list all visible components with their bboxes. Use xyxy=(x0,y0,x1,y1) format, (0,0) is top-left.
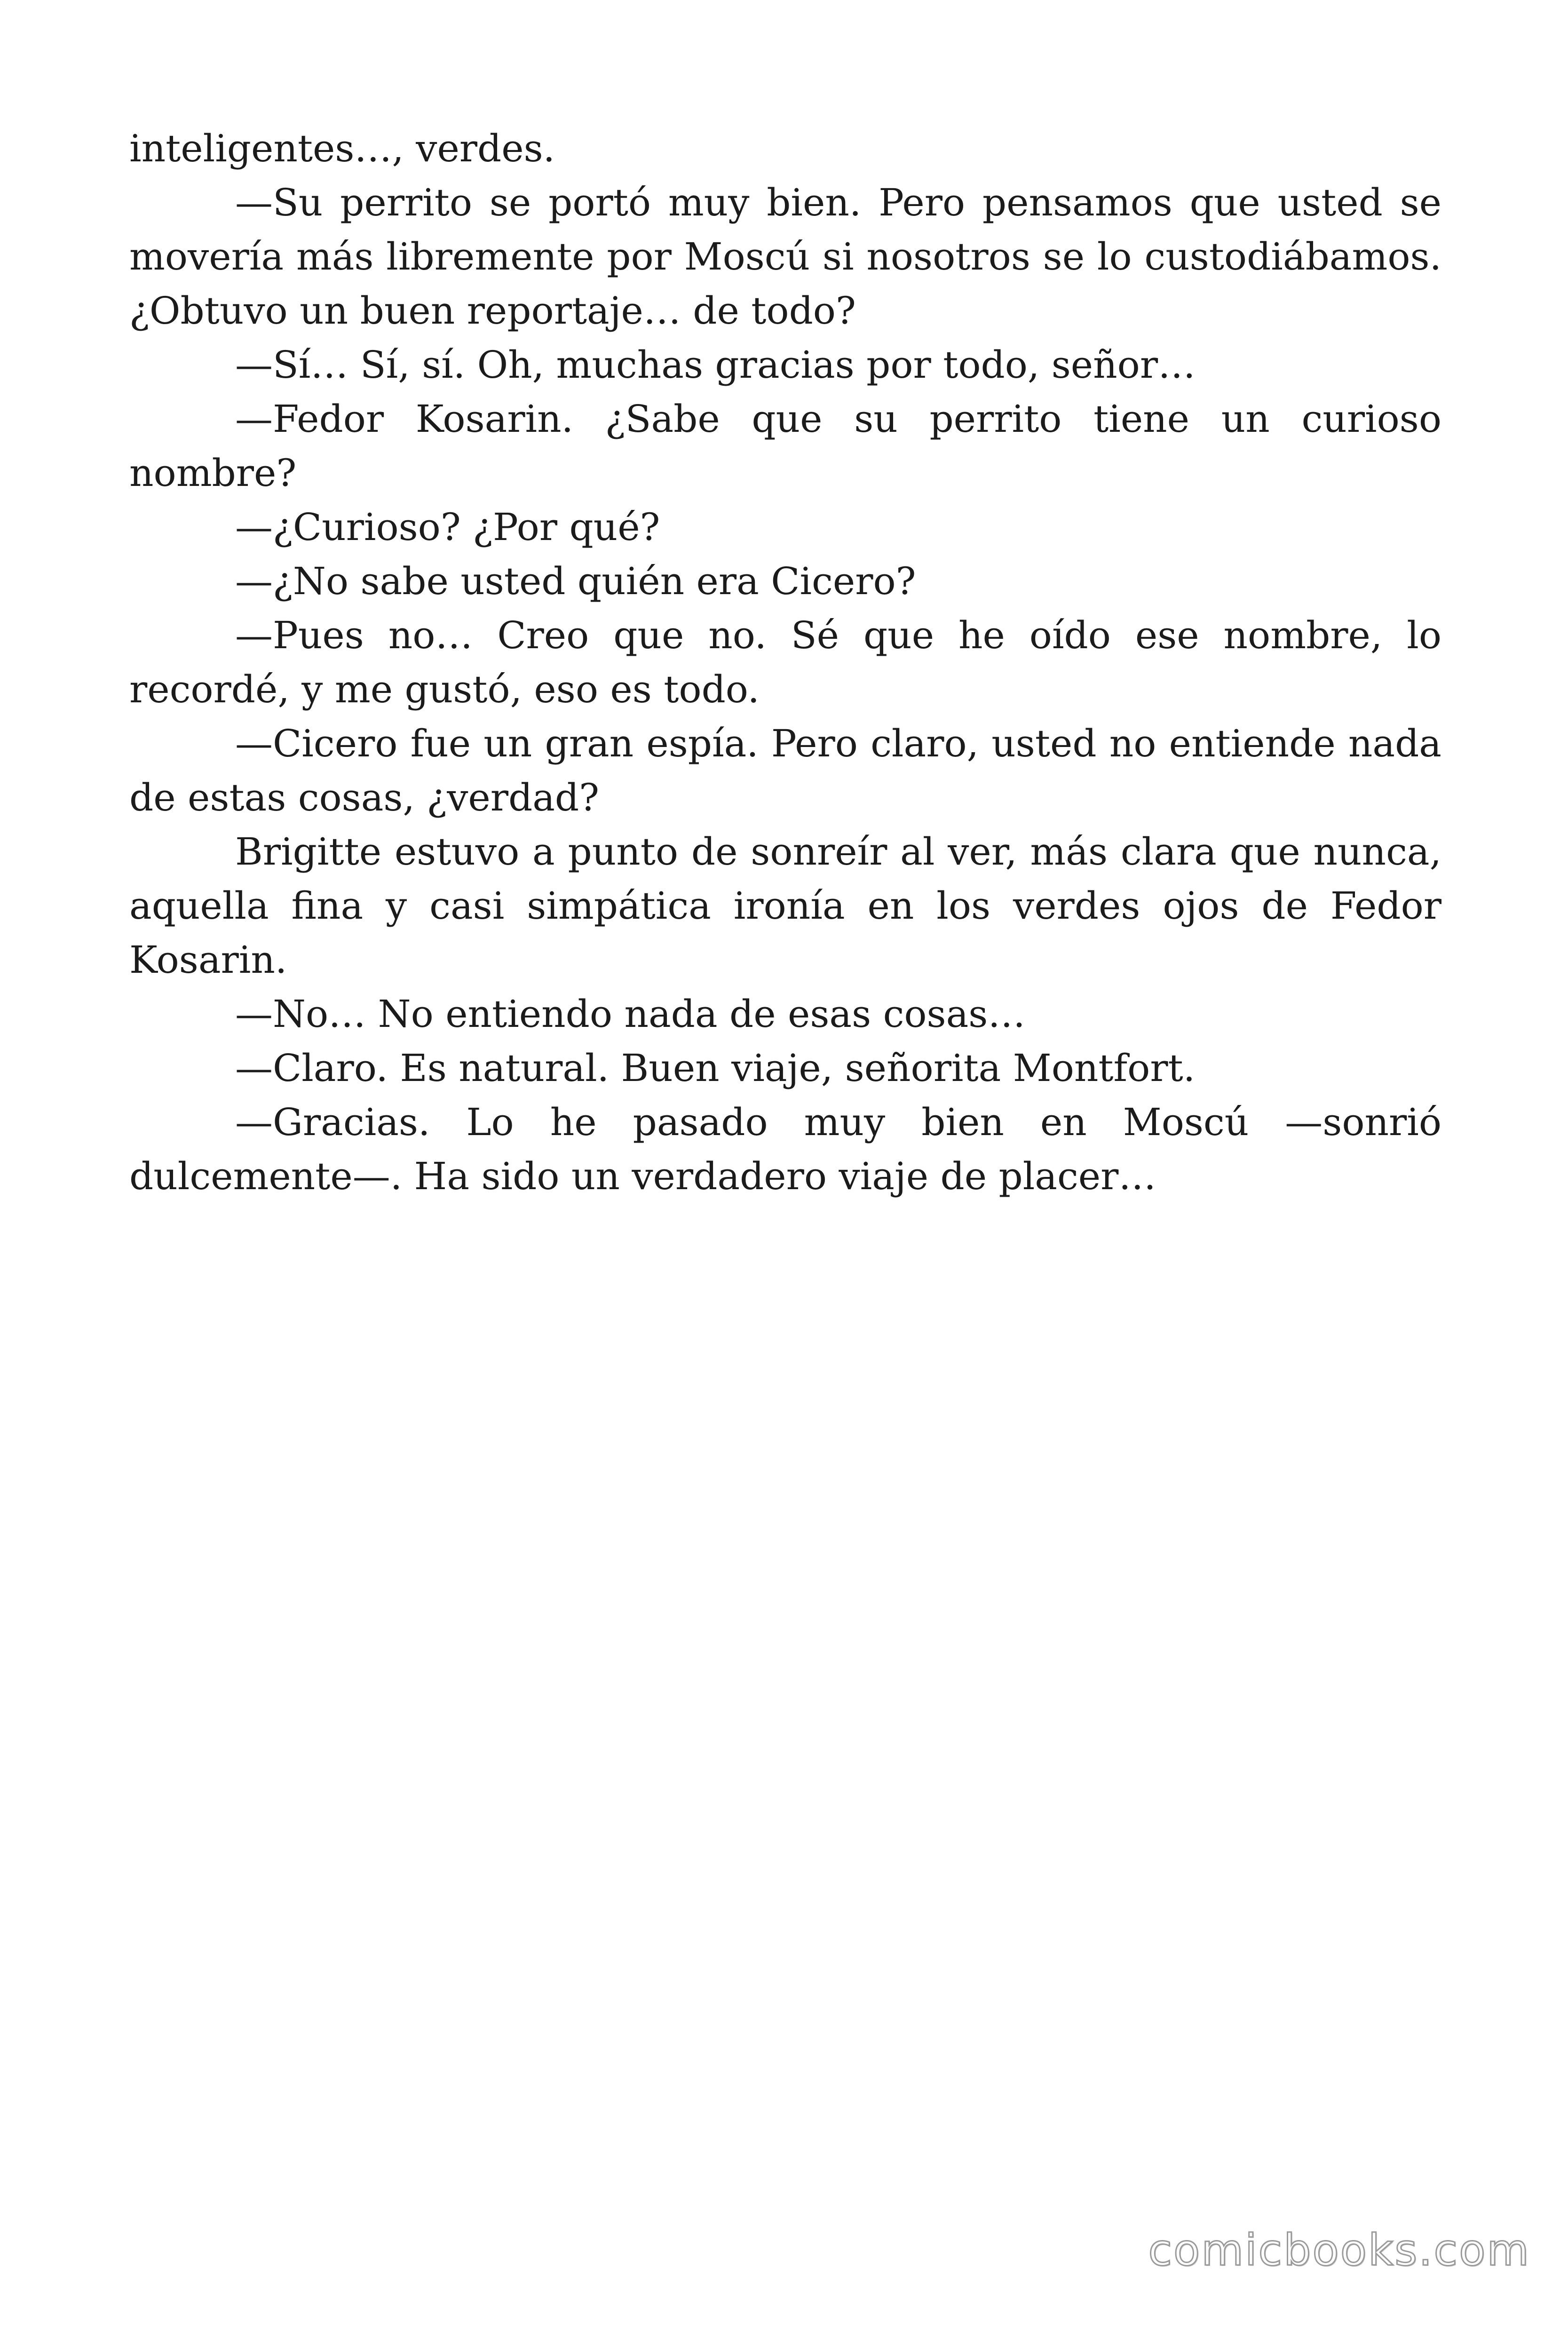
paragraph: —Sí… Sí, sí. Oh, muchas gracias por todo, señor… xyxy=(235,343,1196,387)
paragraph: Brigitte estuvo a punto de sonreír al ver, más clara que nunca, aquella fina y casi simpática ironía en los verdes ojos de Fedor Kosarin. xyxy=(129,830,1441,982)
paragraph: —No… No entiendo nada de esas cosas… xyxy=(235,992,1026,1036)
paragraph: —¿No sabe usted quién era Cicero? xyxy=(235,559,916,603)
watermark: comicbooks.com xyxy=(1148,2225,1530,2275)
paragraph: inteligentes…, verdes. xyxy=(129,127,555,170)
paragraph: —¿Curioso? ¿Por qué? xyxy=(235,505,660,549)
paragraph: —Fedor Kosarin. ¿Sabe que su perrito tiene un curioso nombre? xyxy=(129,397,1441,495)
paragraph: —Pues no… Creo que no. Sé que he oído ese nombre, lo recordé, y me gustó, eso es todo. xyxy=(129,613,1441,711)
paragraph: —Gracias. Lo he pasado muy bien en Moscú —sonrió dulcemente—. Ha sido un verdadero viaje de placer… xyxy=(129,1100,1441,1198)
paragraph: —Cicero fue un gran espía. Pero claro, usted no entiende nada de estas cosas, ¿verdad? xyxy=(129,722,1441,819)
paragraph: —Claro. Es natural. Buen viaje, señorita Montfort. xyxy=(235,1046,1196,1090)
page-body xyxy=(129,121,1441,1203)
paragraph: —Su perrito se portó muy bien. Pero pensamos que usted se movería más libremente por Moscú si nosotros se lo custodiábamos. ¿Obtuvo un buen reportaje… de todo? xyxy=(129,181,1441,333)
